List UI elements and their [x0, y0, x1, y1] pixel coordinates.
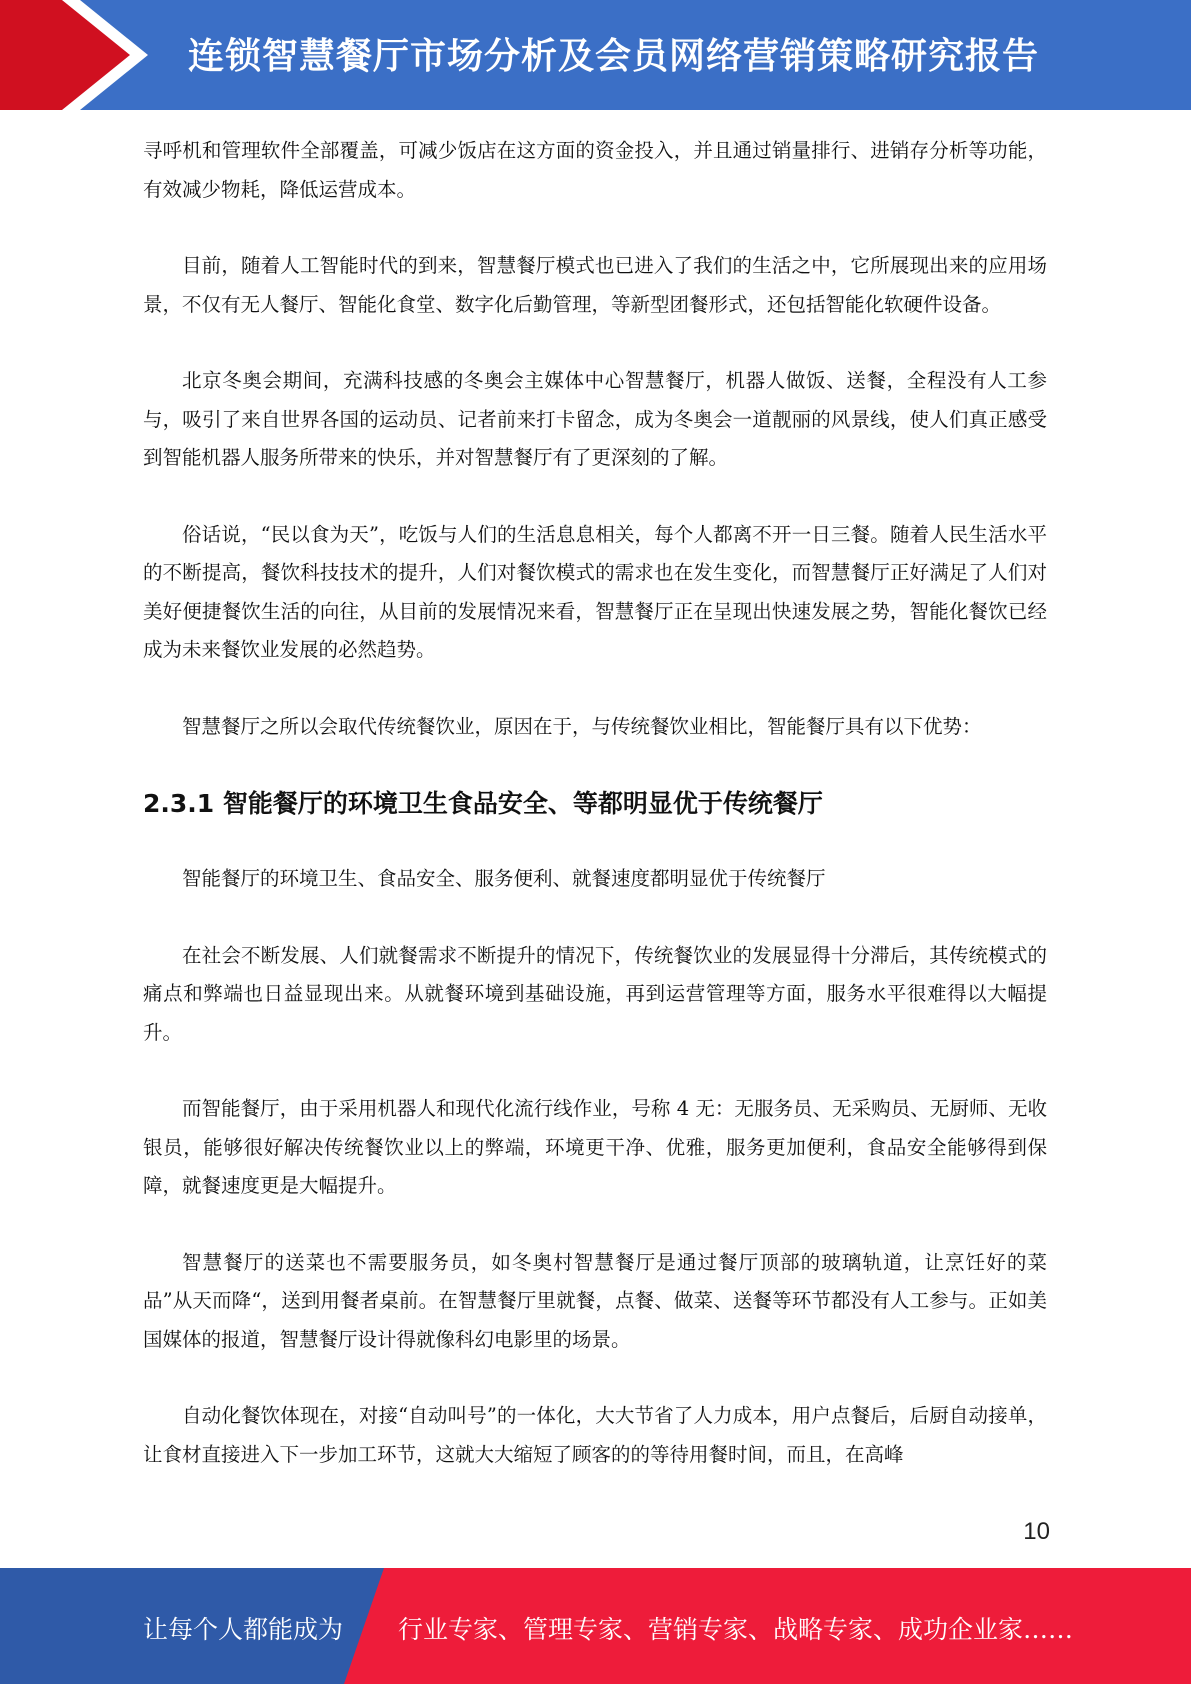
paragraph: 智慧餐厅之所以会取代传统餐饮业，原因在于，与传统餐饮业相比，智能餐厅具有以下优势： — [182, 714, 982, 738]
paragraph: 而智能餐厅，由于采用机器人和现代化流行线作业，号称 4 无：无服务员、无采购员、无厨师、无收银员，能够很好解决传统餐饮业以上的弊端，环境更干净、优雅，服务更加便利，食品安全能够得到保障，就餐速度更是大幅提升。 — [143, 1097, 1047, 1197]
page-footer — [0, 1568, 1191, 1684]
footer-slogan-left: 让每个人都能成为 — [143, 1615, 344, 1644]
document-body — [143, 132, 1047, 1512]
paragraph: 俗话说，“民以食为天”，吃饭与人们的生活息息相关，每个人都离不开一日三餐。随着人民生活水平的不断提高，餐饮科技技术的提升，人们对餐饮模式的需求也在发生变化，而智慧餐厅正好满足了人们对美好便捷餐饮生活的向往，从目前的发展情况来看，智慧餐厅正在呈现出快速发展之势，智能化餐饮已经成为未来餐饮业发展的必然趋势。 — [143, 522, 1047, 661]
section-heading: 2.3.1 智能餐厅的环境卫生食品安全、等都明显优于传统餐厅 — [143, 789, 823, 818]
red-arrow-decoration — [0, 0, 150, 110]
paragraph: 智慧餐厅的送菜也不需要服务员，如冬奥村智慧餐厅是通过餐厅顶部的玻璃轨道，让烹饪好的菜品”从天而降“，送到用餐者桌前。在智慧餐厅里就餐，点餐、做菜、送餐等环节都没有人工参与。正如美国媒体的报道，智慧餐厅设计得就像科幻电影里的场景。 — [143, 1250, 1047, 1351]
paragraph: 寻呼机和管理软件全部覆盖，可减少饭店在这方面的资金投入，并且通过销量排行、进销存分析等功能，有效减少物耗，降低运营成本。 — [143, 139, 1047, 201]
page-header — [0, 0, 1191, 110]
page-number: 10 — [1023, 1518, 1050, 1545]
paragraph: 北京冬奥会期间，充满科技感的冬奥会主媒体中心智慧餐厅，机器人做饭、送餐，全程没有人工参与，吸引了来自世界各国的运动员、记者前来打卡留念，成为冬奥会一道靓丽的风景线，使人们真正感受到智能机器人服务所带来的快乐，并对智慧餐厅有了更深刻的了解。 — [143, 369, 1047, 469]
paragraph: 智能餐厅的环境卫生、食品安全、服务便利、就餐速度都明显优于传统餐厅 — [182, 867, 826, 890]
paragraph: 目前，随着人工智能时代的到来，智慧餐厅模式也已进入了我们的生活之中，它所展现出来的应用场景，不仅有无人餐厅、智能化食堂、数字化后勤管理，等新型团餐形式，还包括智能化软硬件设备。 — [143, 254, 1047, 316]
paragraph: 自动化餐饮体现在，对接“自动叫号”的一体化，大大节省了人力成本，用户点餐后，后厨自动接单，让食材直接进入下一步加工环节，这就大大缩短了顾客的的等待用餐时间，而且，在高峰 — [143, 1404, 1047, 1466]
footer-slogan-right: 行业专家、管理专家、营销专家、战略专家、成功企业家…… — [398, 1615, 1074, 1644]
report-title: 连锁智慧餐厅市场分析及会员网络营销策略研究报告 — [188, 36, 1040, 77]
paragraph: 在社会不断发展、人们就餐需求不断提升的情况下，传统餐饮业的发展显得十分滞后，其传统模式的痛点和弊端也日益显现出来。从就餐环境到基础设施，再到运营管理等方面，服务水平很难得以大幅提升。 — [143, 943, 1047, 1044]
